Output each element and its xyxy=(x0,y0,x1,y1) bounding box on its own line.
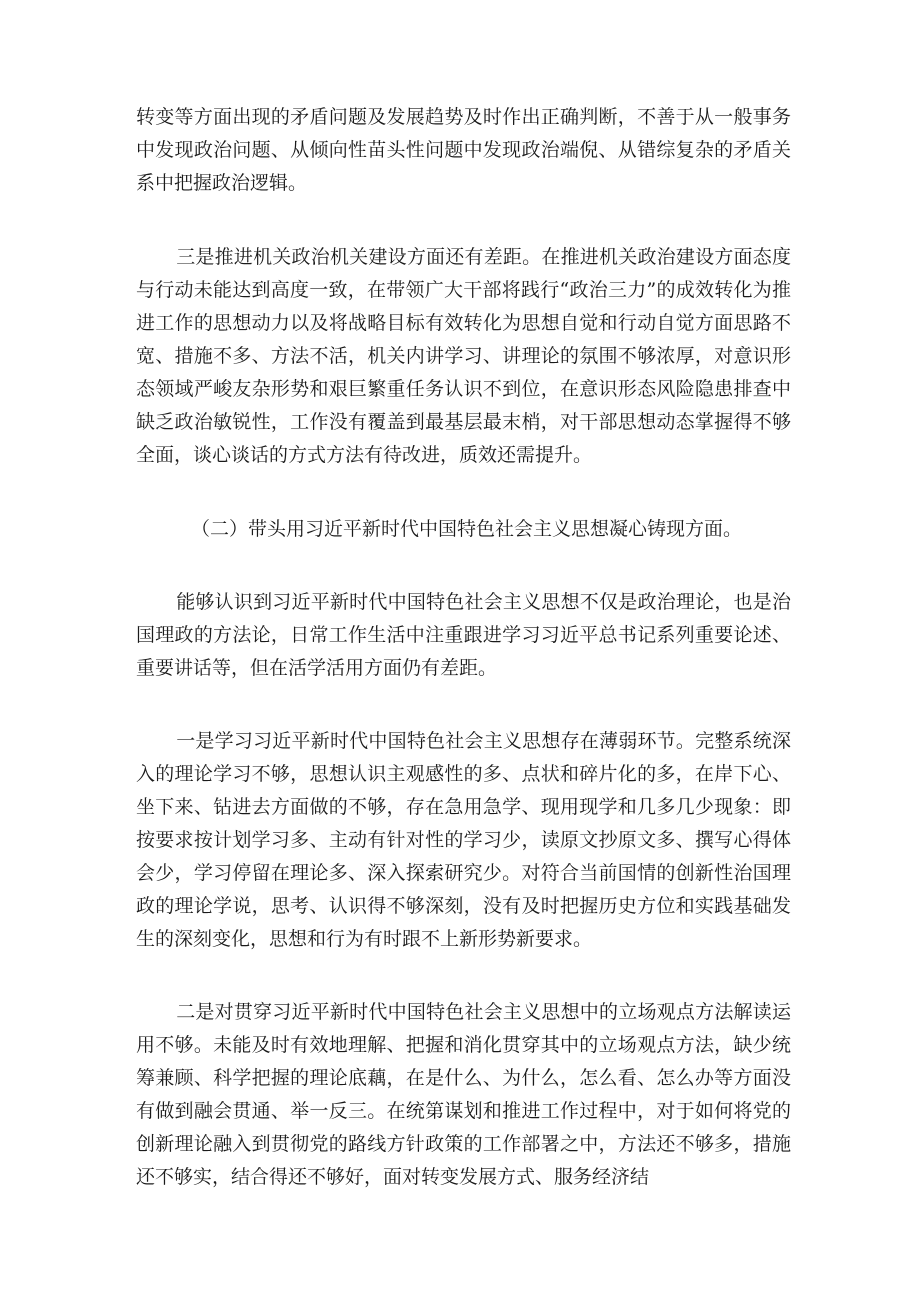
paragraph-spacer xyxy=(136,956,791,996)
paragraph-continuation: 转变等方面出现的矛盾问题及发展趋势及时作出正确判断，不善于从一般事务中发现政治问题、从倾向性苗头性问题中发现政治端倪、从错综复杂的矛盾关系中把握政治逻辑。 xyxy=(136,106,791,194)
paragraph-spacer xyxy=(136,472,791,513)
paragraph-text: 三是推进机关政治机关建设方面还有差距。在推进机关政治建设方面态度与行动未能达到高度一致，在带领广大干部将践行“政治三力”的成效转化为推进工作的思想动力以及将战略目标有效转化为思想自觉和行动自觉方面思路不宽、措施不多、方法不活，机关内讲学习、讲理论的氛围不够浓厚，对意识形态领域严峻友杂形势和艰巨繁重任务认识不到位，在意识形态风险隐患排查中缺乏政治敏锐性，工作没有覆盖到最基层最末梢，对干部思想动态掌握得不够全面，谈心谈话的方式方法有待改进，质效还需提升。 xyxy=(136,246,791,466)
paragraph-item-one xyxy=(136,725,791,956)
section-heading: （二）带头用习近平新时代中国特色社会主义思想凝心铸现方面。 xyxy=(190,518,742,540)
paragraph-item-two xyxy=(136,996,791,1194)
paragraph-intro xyxy=(136,586,791,685)
paragraph-item-three xyxy=(136,241,791,472)
paragraph-spacer xyxy=(136,685,791,725)
paragraph-text: 能够认识到习近平新时代中国特色社会主义思想不仅是政治理论，也是治国理政的方法论，日常工作生活中注重跟进学习习近平总书记系列重要论述、重要讲话等，但在活学活用方面仍有差距。 xyxy=(136,591,791,679)
paragraph-spacer xyxy=(136,546,791,586)
paragraph-text: 二是对贯穿习近平新时代中国特色社会主义思想中的立场观点方法解读运用不够。未能及时有效地理解、把握和消化贯穿其中的立场观点方法，缺少统筹兼顾、科学把握的理论底藕，在是什么、为什么，怎么看、怎么办等方面没有做到融会贯通、举一反三。在统第谋划和推进工作过程中，对于如何将党的创新理论融入到贯彻党的路线方针政策的工作部署之中，方法还不够多，措施还不够实，结合得还不够好，面对转变发展方式、服务经济结 xyxy=(136,1001,791,1188)
paragraph-text: 一是学习习近平新时代中国特色社会主义思想存在薄弱环节。完整系统深入的理论学习不够，思想认识主观感性的多、点状和碎片化的多，在岸下心、坐下来、钻进去方面做的不够，存在急用急学、现用现学和几多几少现象：即按要求按计划学习多、主动有针对性的学习少，读原文抄原文多、撰写心得体会少，学习停留在理论多、深入探索研究少。对符合当前国情的创新性治国理政的理论学说，思考、认识得不够深刻，没有及时把握历史方位和实践基础发生的深刻变化，思想和行为有时跟不上新形势新要求。 xyxy=(136,730,791,950)
document-page xyxy=(136,101,791,1194)
paragraph-spacer xyxy=(136,200,791,241)
